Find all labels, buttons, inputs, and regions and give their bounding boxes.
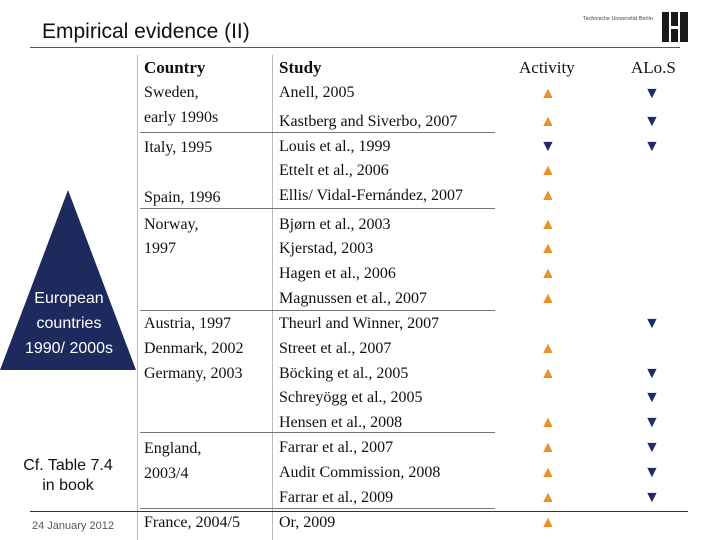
country-cell: Sweden, [144, 84, 199, 101]
activity-down-arrow-icon: ▼ [540, 138, 556, 155]
country-cell: 2003/4 [144, 465, 189, 482]
country-cell: Italy, 1995 [144, 139, 213, 156]
activity-up-arrow-icon: ▲ [540, 340, 556, 357]
alos-down-arrow-icon: ▼ [644, 138, 660, 155]
activity-up-arrow-icon: ▲ [540, 365, 556, 382]
university-logo [660, 10, 690, 44]
study-cell: Kjerstad, 2003 [279, 240, 374, 257]
column-header-country: Country [144, 58, 206, 77]
activity-up-arrow-icon: ▲ [540, 514, 556, 531]
reference-note-line: Cf. Table 7.4 [23, 457, 113, 474]
study-cell: Ettelt et al., 2006 [279, 162, 389, 179]
activity-up-arrow-icon: ▲ [540, 85, 556, 102]
column-header-activity: Activity [519, 58, 575, 77]
alos-down-arrow-icon: ▼ [644, 85, 660, 102]
activity-up-arrow-icon: ▲ [540, 240, 556, 257]
study-cell: Magnussen et al., 2007 [279, 290, 427, 307]
study-cell: Ellis/ Vidal-Fernández, 2007 [279, 187, 464, 204]
pyramid-label-line: countries [36, 315, 102, 332]
study-cell: Street et al., 2007 [279, 340, 392, 357]
alos-down-arrow-icon: ▼ [644, 389, 660, 406]
pyramid-label [0, 286, 138, 361]
column-header-alos: ALo.S [631, 58, 676, 77]
country-cell: early 1990s [144, 109, 219, 126]
reference-note-line: in book [42, 477, 94, 494]
footer-divider [30, 511, 688, 512]
column-header-study: Study [279, 58, 322, 77]
alos-down-arrow-icon: ▼ [644, 439, 660, 456]
activity-up-arrow-icon: ▲ [540, 162, 556, 179]
alos-down-arrow-icon: ▼ [644, 414, 660, 431]
reference-note [0, 456, 136, 496]
study-cell: Louis et al., 1999 [279, 138, 391, 155]
study-cell: Hensen et al., 2008 [279, 414, 403, 431]
study-cell: Farrar et al., 2007 [279, 439, 394, 456]
activity-up-arrow-icon: ▲ [540, 489, 556, 506]
study-cell: Farrar et al., 2009 [279, 489, 394, 506]
activity-up-arrow-icon: ▲ [540, 113, 556, 130]
slide-title: Empirical evidence (II) [42, 20, 250, 43]
activity-up-arrow-icon: ▲ [540, 187, 556, 204]
alos-down-arrow-icon: ▼ [644, 464, 660, 481]
slide-date: 24 January 2012 [32, 520, 114, 532]
activity-up-arrow-icon: ▲ [540, 265, 556, 282]
pyramid-label-line: 1990/ 2000s [24, 340, 114, 357]
country-cell: Norway, [144, 216, 199, 233]
alos-down-arrow-icon: ▼ [644, 315, 660, 332]
activity-up-arrow-icon: ▲ [540, 439, 556, 456]
column-line-middle [272, 55, 273, 540]
country-cell: France, 2004/5 [144, 514, 240, 531]
country-cell: 1997 [144, 240, 176, 257]
activity-up-arrow-icon: ▲ [540, 290, 556, 307]
activity-up-arrow-icon: ▲ [540, 414, 556, 431]
study-cell: Anell, 2005 [279, 84, 355, 101]
country-cell: Germany, 2003 [144, 365, 243, 382]
study-cell: Audit Commission, 2008 [279, 464, 441, 481]
country-cell: England, [144, 440, 202, 457]
university-name: Technische Universität Berlin [583, 16, 653, 22]
study-cell: Schreyögg et al., 2005 [279, 389, 423, 406]
title-divider [30, 47, 680, 48]
activity-up-arrow-icon: ▲ [540, 216, 556, 233]
study-cell: Kastberg and Siverbo, 2007 [279, 113, 458, 130]
pyramid-label-line: European [34, 290, 104, 307]
study-cell: Or, 2009 [279, 514, 336, 531]
activity-up-arrow-icon: ▲ [540, 464, 556, 481]
alos-down-arrow-icon: ▼ [644, 113, 660, 130]
study-cell: Hagen et al., 2006 [279, 265, 396, 282]
country-cell: Denmark, 2002 [144, 340, 244, 357]
country-cell: Austria, 1997 [144, 315, 232, 332]
alos-down-arrow-icon: ▼ [644, 365, 660, 382]
country-cell: Spain, 1996 [144, 189, 221, 206]
study-cell: Bjørn et al., 2003 [279, 216, 391, 233]
study-cell: Theurl and Winner, 2007 [279, 315, 440, 332]
alos-down-arrow-icon: ▼ [644, 489, 660, 506]
study-cell: Böcking et al., 2005 [279, 365, 409, 382]
